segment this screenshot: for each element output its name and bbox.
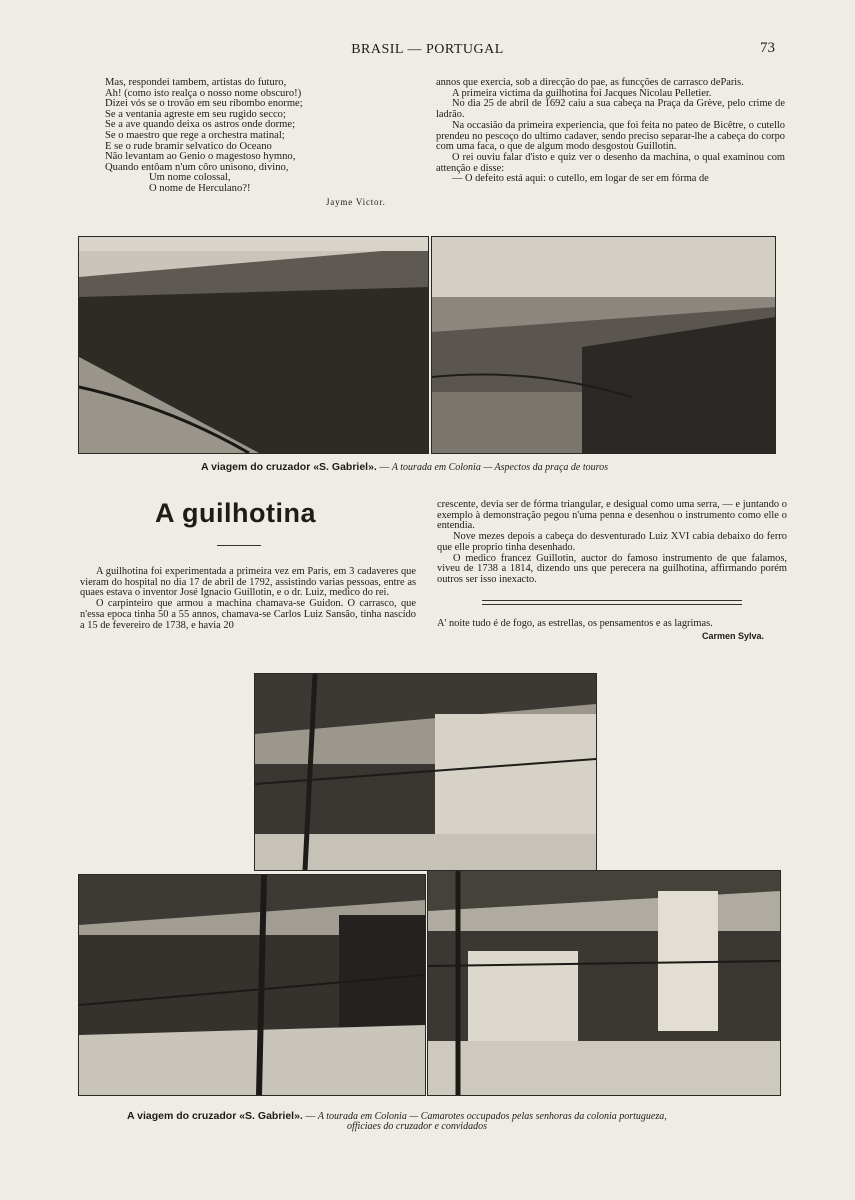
paragraph: — O defeito está aqui: o cutello, em logar de ser em fórma de <box>452 173 709 185</box>
box-seats-photo-right <box>427 870 781 1096</box>
poem-signature: Jayme Victor. <box>326 197 386 207</box>
paragraph: A primeira victima da guilhotina foi Jacques Nicolau Pelletier. <box>452 87 712 99</box>
photo-caption-2-line-2 <box>347 1121 487 1132</box>
caption-italic: A tourada em Colonia — Aspectos da praça de touros <box>391 462 609 473</box>
paragraph: Na occasião da primeira experiencia, que foi feita no pateo de Bicêtre, o cutello prendeu no pescoço do ultimo cadaver, sendo preciso separar-lhe a cabeça do corpo com uma faca, o que de algum modo desgostou Guillotin. <box>436 119 785 153</box>
paragraph: annos que exercia, sob a direcção do pae, as funcções de carrasco deParis. <box>436 77 744 88</box>
poem <box>105 78 405 195</box>
caption-italic: officiaes do cruzador e convidados <box>347 1121 487 1132</box>
bullring-arena-photo-right <box>431 236 776 454</box>
bullring-crowd-photo-left <box>78 236 429 454</box>
photo-caption-1 <box>201 461 608 473</box>
paragraph: No dia 25 de abril de 1692 caiu a sua cabeça na Praça da Grève, pelo crime de ladrão. <box>436 98 785 121</box>
title-rule <box>217 545 261 546</box>
paragraph: crescente, devia ser de fórma triangular, e desigual como uma serra, — e juntando o exemplo à demonstração pegou n'uma penna e desenhou o instrumento como elle o entendia. <box>437 499 787 532</box>
poem-line: Dizei vós se o trovão em seu ribombo enorme; <box>105 98 303 110</box>
paragraph: O medico francez Guillotin, auctor do famoso instrumento de que falamos, viveu de 1738 a 1814, dizendo uns que perecera na guilhotina, affirmando porém outros ser isso inexacto. <box>437 552 787 585</box>
poem-line: Não levantam ao Genio o magestoso hymno, <box>105 151 296 163</box>
article-continuation-column <box>436 78 785 185</box>
poem-line: E se o rude bramir selvatico do Oceano <box>105 140 272 152</box>
caption-bold: A viagem do cruzador «S. Gabriel». <box>127 1110 303 1122</box>
paragraph: O carpinteiro que armou a machina chamava-se Guidon. O carrasco, que n'essa epoca tinha 50 a 55 annos, chamava-se Carlos Luiz Sansão, tinha nascido a 15 de fevereiro de 1738, e havia 20 <box>80 598 416 631</box>
paragraph: Nove mezes depois a cabeça do desventurado Luiz XVI cabia debaixo do ferro que elle proprio tinha desenhado. <box>437 531 787 553</box>
box-seats-photo-left <box>78 874 426 1096</box>
caption-dash: — <box>376 462 392 473</box>
section-divider <box>482 600 742 605</box>
running-head: BRASIL — PORTUGAL <box>351 42 504 57</box>
poem-line: Se a ave quando deixa os astros onde dorme; <box>105 119 296 131</box>
box-seats-photo-top <box>254 673 597 871</box>
poem-line: Um nome colossal, <box>149 172 231 184</box>
poem-line: Quando entôam n'um côro unisono, divino, <box>105 161 289 173</box>
article-right-column <box>437 500 787 586</box>
poem-line: O nome de Herculano?! <box>149 182 251 194</box>
poem-line: Se o maestro que rege a orchestra matinal; <box>105 129 285 141</box>
poem-line: Se a ventania agreste em seu rugido secco; <box>105 108 286 120</box>
paragraph: A guilhotina foi experimentada a primeira vez em Paris, em 3 cadaveres que vieram do hospital no dia 17 de abril de 1792, assistindo varias pessoas, entre as quaes estava o inventor José Ignacio Guillotin, e o dr. Luiz, medico do rei. <box>80 566 416 599</box>
caption-italic: A tourada em Colonia — Camarotes occupados pelas senhoras da colonia portugueza, <box>317 1111 667 1122</box>
poem-line: Mas, respondei tambem, artistas do futuro, <box>105 77 287 88</box>
caption-dash: — <box>302 1111 318 1122</box>
quote-author: Carmen Sylva. <box>702 631 765 641</box>
quote-text: A' noite tudo é de fogo, as estrellas, os pensamentos e as lagrimas. <box>437 618 713 629</box>
page-number: 73 <box>760 40 775 56</box>
caption-bold: A viagem do cruzador «S. Gabriel». <box>201 461 377 473</box>
poem-line: Ah! (como isto realça o nosso nome obscuro!) <box>105 87 302 99</box>
article-left-column <box>80 567 416 631</box>
article-title: A guilhotina <box>155 498 316 528</box>
paragraph: O rei ouviu falar d'isto e quiz ver o desenho da machina, o qual examinou com attenção e disse: <box>436 151 785 174</box>
